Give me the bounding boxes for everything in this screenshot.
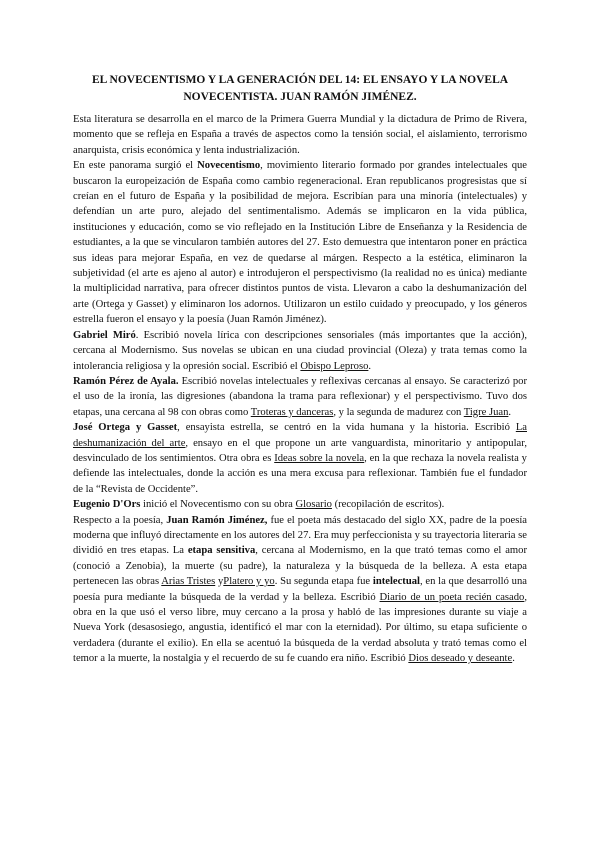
stage-intelectual: intelectual: [372, 576, 420, 588]
work-glosario: Glosario: [295, 499, 332, 511]
work-diario-poeta-recien-casado: Diario de un poeta recién casado: [379, 591, 525, 603]
work-arias-tristes: Arias Tristes: [161, 576, 216, 588]
novecentismo-paragraph: En este panorama surgió el Novecentismo, movimiento literario formado por grandes intelectuales que buscaron la europeización de España como cambio regeneracional. Eran republicanos progresistas que sí creían en el futuro de España y la posibilidad de mejora. Escribían para una minoría (intelectuales) y defendían un arte puro, alejado del sentimentalismo. Además se implicaron en la vida pública, instituciones y educación, como se vio reflejado en la Institución Libre de Enseñanza y la Residencia de estudiantes, a la que se vincularon también autores del 27. Esto demuestra que intentaron poner en práctica sus ideas para mejorar España, en vez de quedarse al márgen. Respecto a la estética, eliminaron la subjetividad (el arte es ajeno al autor) e introdujeron el perspectivismo (la realidad no es única) mediante la multiplicidad narrativa, para ofrecer distintos puntos de vista. Llevaron a cabo la deshumanización del arte (Ortega y Gasset) y eliminaron los adornos. Utilizaron un estilo cuidado y preocupado, y los géneros estrella fueron el ensayo y la poesía (Juan Ramón Jiménez).: [73, 160, 527, 326]
work-troteras-y-danceras: Troteras y danceras: [250, 406, 334, 418]
work-obispo-leproso: Obispo Leproso: [300, 360, 369, 372]
ortega-paragraph: José Ortega y Gasset, ensayista estrella, se centró en la vida humana y la historia. Escribió La deshumanización del arte, ensayo en el que propone un arte vanguardista, minoritario y antipopular, desvinculado de los sentimientos. Otra obra es Ideas sobre la novela, en la que rechaza la novela realista y defiende las intelectuales, donde la acción es una mera excusa para reflexionar. También fue el fundador de la “Revista de Occidente”.: [73, 422, 528, 495]
novecentismo-term: Novecentismo: [197, 160, 261, 172]
perez-ayala-paragraph: Ramón Pérez de Ayala. Escribió novelas intelectuales y reflexivas cercanas al ensayo. Se caracterizó por el uso de la ironía, las digresiones (abandona la trama para reflexionar) y el perspectivismo. Tuvo dos etapas, una cercana al 98 con obras como Troteras y danceras, y la segunda de madurez con Tigre Juan.: [73, 375, 527, 418]
work-deshumanizacion-del-arte: La deshumanización del arte: [73, 422, 527, 449]
stage-sensitiva: etapa sensitiva: [187, 545, 256, 557]
work-tigre-juan: Tigre Juan: [463, 406, 509, 418]
jrj-name: Juan Ramón Jiménez,: [166, 514, 268, 526]
ortega-name: José Ortega y Gasset: [73, 422, 178, 434]
miro-paragraph: Gabriel Miró. Escribió novela lírica con descripciones sensoriales (más importantes que la acción), cercana al Modernismo. Sus novelas se ubican en una ciudad provincial (Oleza) y trata temas como la intolerancia religiosa y la opresión social. Escribió el Obispo Leproso.: [73, 329, 527, 372]
perez-ayala-name: Ramón Pérez de Ayala.: [73, 375, 179, 387]
work-dios-deseado-y-deseante: Dios deseado y deseante: [408, 653, 513, 665]
miro-name: Gabriel Miró: [73, 329, 136, 341]
intro-paragraph: Esta literatura se desarrolla en el marco de la Primera Guerra Mundial y la dictadura de Primo de Rivera, momento que se refleja en España a través de aspectos como la tensión social, el aislamiento, terrorismo anarquista, crisis económica y lenta industrialización.: [73, 114, 527, 156]
work-platero-y-yo: Platero y yo: [223, 576, 275, 588]
dors-paragraph: Eugenio D'Ors inició el Novecentismo con su obra Glosario (recopilación de escritos).: [73, 499, 445, 511]
dors-name: Eugenio D'Ors: [73, 499, 141, 511]
work-ideas-sobre-la-novela: Ideas sobre la novela: [274, 452, 365, 464]
jrj-paragraph: Respecto a la poesía, Juan Ramón Jiménez, fue el poeta más destacado del siglo XX, padre de la poesía moderna que influyó directamente en los autores del 27. Era muy perfeccionista y su trayectoria literaria se dividió en tres etapas. La etapa sensitiva, cercana al Modernismo, en la que trató temas como el amor (conoció a Zenobia), la muerte (su padre), la naturaleza y la búsqueda de la belleza. A esta etapa pertenecen las obras Arias Tristes yPlatero y yo. Su segunda etapa fue intelectual, en la que desarrolló una poesía pura mediante la búsqueda de la verdad y la belleza. Escribió Diario de un poeta recién casado, obra en la que usó el verso libre, muy cercano a la prosa y habló de las impresiones durante su viaje a Nueva York (desasosiego, angustia, identificó el mar con la eternidad). Por último, su etapa suficiente o verdadera (durante el exilio). En ella se acentuó la búsqueda de la verdad absoluta y trató temas como el temor a la muerte, la nostalgia y el recuerdo de su fe cuando era niño. Escribió Dios deseado y deseante.: [73, 514, 527, 665]
document-title: EL NOVECENTISMO Y LA GENERACIÓN DEL 14: EL ENSAYO Y LA NOVELA NOVECENTISTA. JUAN RAMÓN JIMÉNEZ.: [91, 74, 509, 103]
document-body: [73, 112, 527, 667]
